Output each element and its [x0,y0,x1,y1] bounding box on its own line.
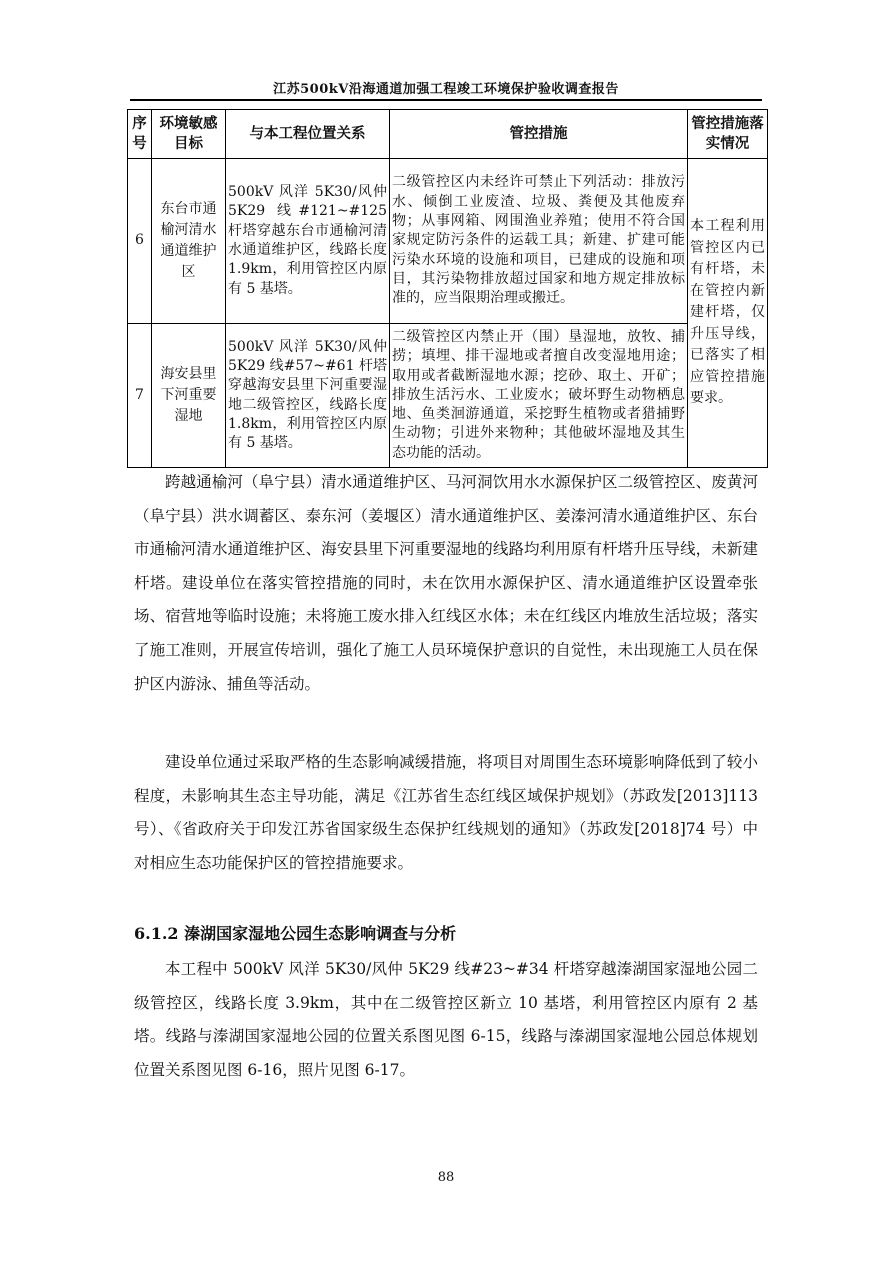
page-number: 88 [437,1170,455,1185]
body-paragraph: 建设单位通过采取严格的生态影响减缓措施，将项目对周围生态环境影响降低到了较小程度，未影响其生态主导功能，满足《江苏省生态红线区域保护规划》（苏政发[2013]113 号）、《省政府关于印发江苏省国家级生态保护红线规划的通知》（苏政发[2018]74 号）中对相应生态功能保护区的管控措施要求。 [134,753,758,872]
header-status: 管控措施落实情况 [688,110,768,159]
table-row [128,324,768,468]
table-row [128,159,768,324]
body-paragraph: 跨越通榆河（阜宁县）清水通道维护区、马河洞饮用水水源保护区二级管控区、废黄河（阜宁县）洪水调蓄区、泰东河（姜堰区）清水通道维护区、姜溱河清水通道维护区、东台市通榆河清水通道维护区、海安县里下河重要湿地的线路均利用原有杆塔升压导线，未新建杆塔。建设单位在落实管控措施的同时，未在饮用水源保护区、清水通道维护区设置牵张场、宿营地等临时设施；未将施工废水排入红线区水体；未在红线区内堆放生活垃圾；落实了施工准则，开展宣传培训，强化了施工人员环境保护意识的自觉性，未出现施工人员在保护区内游泳、捕鱼等活动。 [134,473,758,693]
page-header-title: 江苏500kV沿海通道加强工程竣工环境保护验收调查报告 [273,82,619,97]
body-paragraph: 本工程中 500kV 风洋 5K30/风仲 5K29 线#23~#34 杆塔穿越溱湖国家湿地公园二级管控区，线路长度 3.9km，其中在二级管控区新立 10 基塔，利用管控区内原有 2 基塔。线路与溱湖国家湿地公园的位置关系图见图 6-15，线路与溱湖国家湿地公园总体规划位置关系图见图 6-16，照片见图 6-17。 [134,960,758,1079]
header-seq: 序号 [128,110,152,159]
header-divider [130,99,762,101]
header-target: 环境敏感目标 [152,110,226,159]
row-target: 海安县里下河重要湿地 [152,324,226,468]
table-header-row [128,110,768,159]
row-seq: 7 [128,324,152,468]
header-relation: 与本工程位置关系 [226,110,390,159]
row-relation: 500kV 风洋 5K30/风仲 5K29 线#57~#61 杆塔穿越海安县里下河重要湿地二级管控区，线路长度 1.8km，利用管控区内原有 5 基塔。 [226,324,390,468]
row-relation: 500kV 风洋 5K30/风仲 5K29 线#121~#125 杆塔穿越东台市通榆河清水通道维护区，线路长度 1.9km，利用管控区内原有 5 基塔。 [226,159,390,324]
header-measures: 管控措施 [390,110,688,159]
control-measures-table [127,109,768,468]
section-heading: 6.1.2 溱湖国家湿地公园生态影响调查与分析 [134,924,457,943]
row-measures: 二级管控区内禁止开（围）垦湿地，放牧、捕捞；填埋、排干湿地或者擅自改变湿地用途；取用或者截断湿地水源；挖砂、取土、开矿；排放生活污水、工业废水；破坏野生动物栖息地、鱼类洄游通道，采挖野生植物或者猎捕野生动物；引进外来物种；其他破坏湿地及其生态功能的活动。 [390,324,688,468]
row-seq: 6 [128,159,152,324]
row-target: 东台市通榆河清水通道维护区 [152,159,226,324]
row-measures: 二级管控区内未经许可禁止下列活动：排放污水、倾倒工业废渣、垃圾、粪便及其他废弃物；从事网箱、网围渔业养殖；使用不符合国家规定防污条件的运载工具；新建、扩建可能污染水环境的设施和项目，已建成的设施和项目，其污染物排放超过国家和地方规定排放标准的，应当限期治理或搬迁。 [390,159,688,324]
row-status: 本工程利用管控区内已有杆塔，未在管控内新建杆塔，仅升压导线，已落实了相应管控措施要求。 [688,159,768,468]
